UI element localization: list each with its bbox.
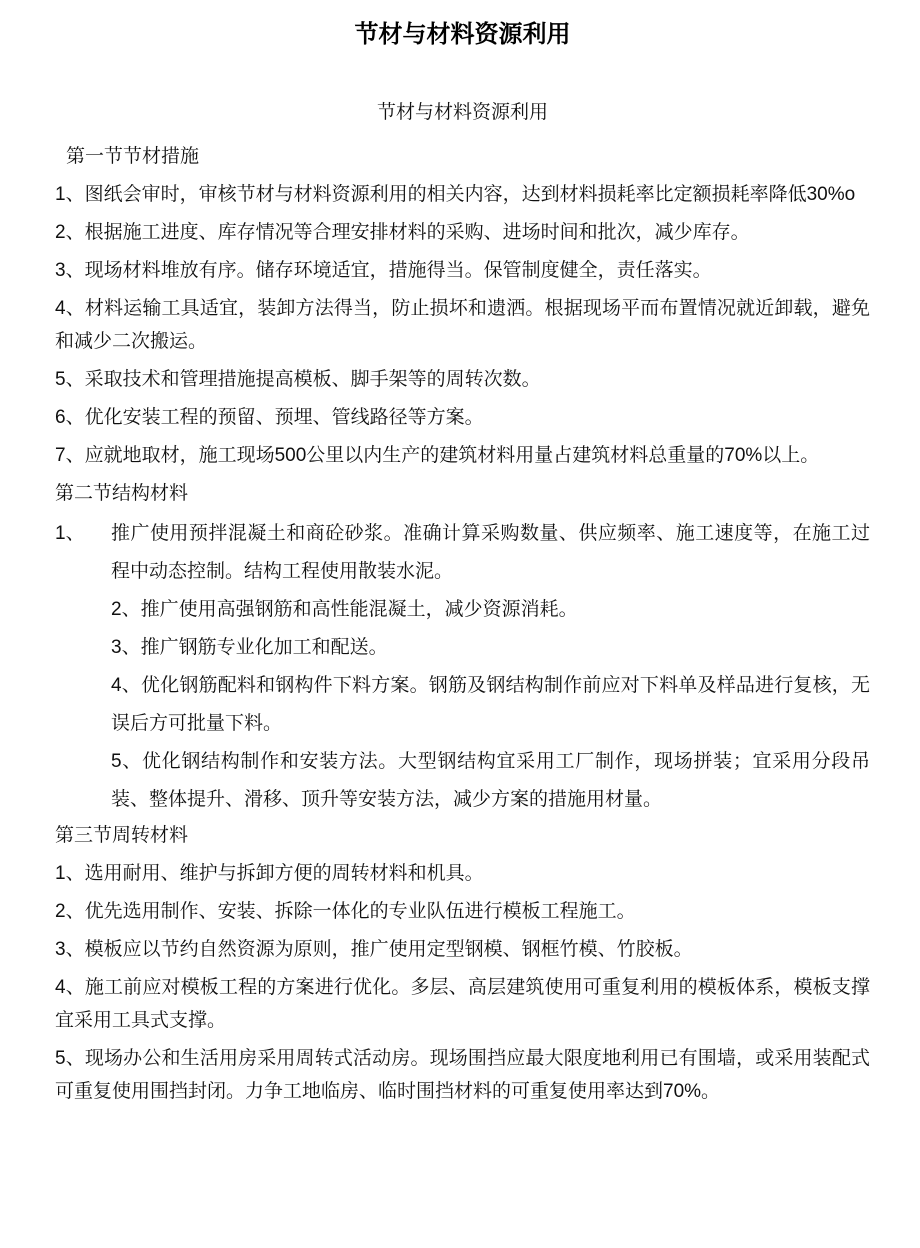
section-material-saving-measures — [55, 140, 870, 472]
section-turnover-materials — [55, 819, 870, 1108]
list-item: 1、选用耐用、维护与拆卸方便的周转材料和机具。 — [55, 863, 484, 884]
list-item: 5、现场办公和生活用房采用周转式活动房。现场围挡应最大限度地利用已有围墙，或采用装配式可重复使用围挡封闭。力争工地临房、临时围挡材料的可重复使用率达到70%。 — [55, 1048, 870, 1102]
list-item: 2、推广使用高强钢筋和高性能混凝土，减少资源消耗。 — [111, 599, 578, 620]
list-item-text: 推广使用预拌混凝土和商砼砂浆。准确计算采购数量、供应频率、施工速度等，在施工过程中动态控制。结构工程使用散装水泥。 — [111, 523, 870, 582]
section-3-heading: 第三节周转材料 — [55, 825, 189, 846]
list-item: 4、材料运输工具适宜，装卸方法得当，防止损坏和遗洒。根据现场平而布置情况就近卸载，避免和减少二次搬运。 — [55, 298, 870, 352]
section-2-heading: 第二节结构材料 — [55, 483, 189, 504]
list-item-number: 1、 — [55, 523, 85, 544]
list-item: 4、优化钢筋配料和钢构件下料方案。钢筋及钢结构制作前应对下料单及样品进行复核，无误后方可批量下料。 — [111, 675, 870, 734]
list-item: 2、优先选用制作、安装、拆除一体化的专业队伍进行模板工程施工。 — [55, 901, 636, 922]
list-item: 6、优化安装工程的预留、预埋、管线路径等方案。 — [55, 407, 484, 428]
list-item: 5、优化钢结构制作和安装方法。大型钢结构宜采用工厂制作，现场拼装；宜采用分段吊装、整体提升、滑移、顶升等安装方法，减少方案的措施用材量。 — [111, 751, 870, 810]
section-1-heading: 第一节节材措施 — [66, 146, 200, 167]
list-item: 5、采取技术和管理措施提高模板、脚手架等的周转次数。 — [55, 369, 541, 390]
list-item: 3、模板应以节约自然资源为原则，推广使用定型钢模、钢框竹模、竹胶板。 — [55, 939, 693, 960]
list-item: 7、应就地取材，施工现场500公里以内生产的建筑材料用量占建筑材料总重量的70%以上。 — [55, 445, 820, 466]
list-item: 2、根据施工进度、库存情况等合理安排材料的采购、进场时间和批次，减少库存。 — [55, 222, 750, 243]
list-item: 1、图纸会审时，审核节材与材料资源利用的相关内容，达到材料损耗率比定额损耗率降低30%o — [55, 184, 856, 205]
document-title: 节材与材料资源利用 — [354, 21, 571, 48]
list-item: 4、施工前应对模板工程的方案进行优化。多层、高层建筑使用可重复利用的模板体系，模板支撑宜采用工具式支撑。 — [55, 977, 870, 1031]
list-item — [55, 515, 870, 591]
section-structural-materials — [55, 477, 870, 819]
list-item: 3、推广钢筋专业化加工和配送。 — [111, 637, 388, 658]
list-item: 3、现场材料堆放有序。储存环境适宜，措施得当。保管制度健全，责任落实。 — [55, 260, 712, 281]
document-subtitle: 节材与材料资源利用 — [376, 102, 548, 123]
